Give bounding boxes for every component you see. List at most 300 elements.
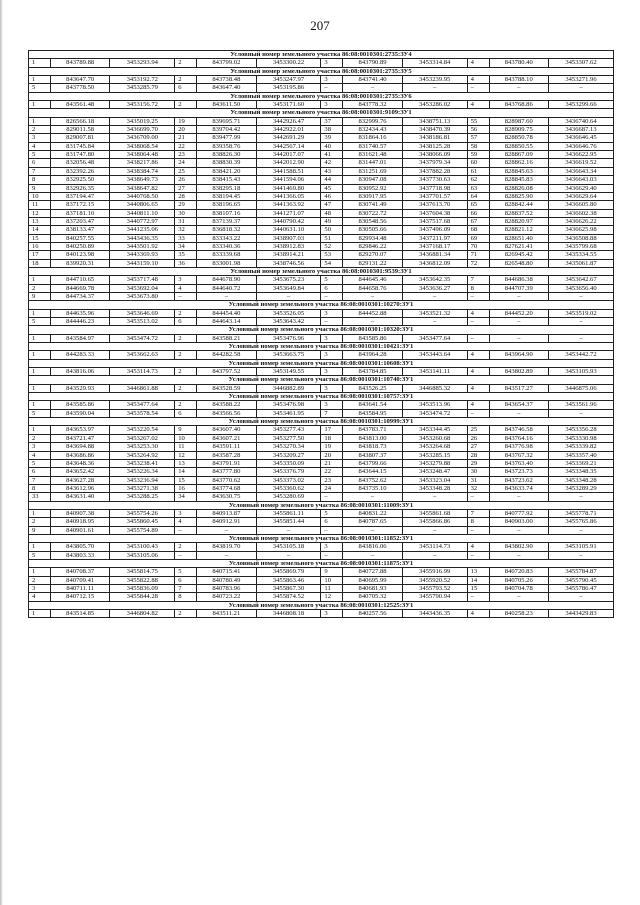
point-number-cell: 5 — [321, 276, 343, 284]
point-number-cell: 3 — [321, 401, 343, 409]
point-number-cell: 4 — [29, 451, 51, 459]
x-coordinate-cell: 831864.16 — [343, 134, 402, 142]
x-coordinate-cell: 830947.08 — [343, 176, 402, 184]
x-coordinate-cell: 844454.40 — [197, 309, 256, 317]
point-number-cell: 2 — [175, 384, 197, 392]
y-coordinate-cell: 3455765.86 — [548, 518, 613, 526]
y-coordinate-cell: 3453443.64 — [402, 351, 467, 359]
x-coordinate-cell: – — [343, 526, 402, 534]
point-number-cell: 24 — [321, 484, 343, 492]
point-number-cell: 15 — [175, 476, 197, 484]
point-number-cell: 31 — [467, 476, 489, 484]
x-coordinate-cell: – — [489, 334, 548, 342]
point-number-cell: 19 — [321, 443, 343, 451]
point-number-cell: 2 — [29, 576, 51, 584]
y-coordinate-cell: 3453100.43 — [110, 543, 175, 551]
x-coordinate-cell: – — [489, 292, 548, 300]
parcel-header-row — [29, 601, 614, 609]
y-coordinate-cell: 3440631.10 — [256, 226, 321, 234]
point-number-cell: 7 — [29, 476, 51, 484]
x-coordinate-cell: 840695.99 — [343, 576, 402, 584]
y-coordinate-cell: – — [402, 526, 467, 534]
x-coordinate-cell: 840912.91 — [197, 518, 256, 526]
point-number-cell: 3 — [321, 101, 343, 109]
table-row — [29, 426, 614, 434]
point-number-cell: 10 — [175, 434, 197, 442]
parcel-header: Условный номер земельного участка 86:08:0010301:10740:ЗУ1 — [29, 376, 614, 384]
point-number-cell: 2 — [175, 351, 197, 359]
y-coordinate-cell: 3437496.09 — [402, 226, 467, 234]
table-row — [29, 318, 614, 326]
parcel-header: Условный номер земельного участка 86:08:0010301:2735:ЗУ4 — [29, 51, 614, 59]
x-coordinate-cell: 840727.88 — [343, 568, 402, 576]
x-coordinate-cell: 832056.48 — [50, 159, 109, 167]
point-number-cell: 2 — [175, 368, 197, 376]
y-coordinate-cell: 3453238.41 — [110, 459, 175, 467]
y-coordinate-cell: 3455844.28 — [110, 593, 175, 601]
table-row — [29, 192, 614, 200]
x-coordinate-cell: 831740.57 — [343, 142, 402, 150]
x-coordinate-cell: – — [489, 318, 548, 326]
y-coordinate-cell: 3446882.89 — [256, 384, 321, 392]
y-coordinate-cell: 3453476.96 — [256, 334, 321, 342]
point-number-cell: 55 — [467, 117, 489, 125]
x-coordinate-cell: 843746.58 — [489, 426, 548, 434]
y-coordinate-cell: 3436812.09 — [402, 259, 467, 267]
x-coordinate-cell: 832392.26 — [50, 167, 109, 175]
parcel-header: Условный номер земельного участка 86:08:0010301:11009:ЗУ1 — [29, 501, 614, 509]
point-number-cell: 33 — [29, 493, 51, 501]
y-coordinate-cell: 3441271.07 — [256, 209, 321, 217]
point-number-cell: 4 — [467, 384, 489, 392]
x-coordinate-cell: 843803.33 — [50, 551, 109, 559]
point-number-cell: 1 — [29, 368, 51, 376]
point-number-cell: – — [175, 551, 197, 559]
point-number-cell: 8 — [29, 484, 51, 492]
y-coordinate-cell: 3455836.09 — [110, 585, 175, 593]
table-row — [29, 593, 614, 601]
y-coordinate-cell: 3436643.03 — [548, 176, 613, 184]
x-coordinate-cell: 837203.47 — [50, 217, 109, 225]
y-coordinate-cell: 3453656.40 — [548, 284, 613, 292]
y-coordinate-cell: 3453636.27 — [402, 284, 467, 292]
table-row — [29, 351, 614, 359]
x-coordinate-cell: 844678.90 — [197, 276, 256, 284]
point-number-cell: 2 — [175, 401, 197, 409]
y-coordinate-cell: 3438064.48 — [110, 151, 175, 159]
point-number-cell: 26 — [467, 434, 489, 442]
point-number-cell: 15 — [29, 234, 51, 242]
point-number-cell: 6 — [321, 518, 343, 526]
point-number-cell: 12 — [175, 451, 197, 459]
parcel-header-row — [29, 376, 614, 384]
point-number-cell: 9 — [321, 568, 343, 576]
y-coordinate-cell: 3453513.02 — [110, 318, 175, 326]
x-coordinate-cell: 826566.18 — [50, 117, 109, 125]
x-coordinate-cell: 833340.36 — [197, 242, 256, 250]
x-coordinate-cell: 840708.37 — [50, 568, 109, 576]
point-number-cell: 57 — [467, 134, 489, 142]
point-number-cell: 24 — [175, 159, 197, 167]
x-coordinate-cell: 843813.00 — [343, 434, 402, 442]
y-coordinate-cell: 3438649.73 — [110, 176, 175, 184]
y-coordinate-cell: 3453356.28 — [548, 426, 613, 434]
table-row — [29, 543, 614, 551]
table-row — [29, 526, 614, 534]
x-coordinate-cell: 843807.37 — [343, 451, 402, 459]
y-coordinate-cell: 3442017.07 — [256, 151, 321, 159]
y-coordinate-cell: 3453209.27 — [256, 451, 321, 459]
point-number-cell: 59 — [467, 151, 489, 159]
y-coordinate-cell: 3453675.23 — [256, 276, 321, 284]
table-row — [29, 176, 614, 184]
y-coordinate-cell: 3441469.80 — [256, 184, 321, 192]
x-coordinate-cell: 843721.47 — [50, 434, 109, 442]
point-number-cell: 62 — [467, 176, 489, 184]
y-coordinate-cell: 3438746.56 — [256, 259, 321, 267]
point-number-cell: 4 — [467, 610, 489, 618]
y-coordinate-cell: 3453376.79 — [256, 468, 321, 476]
y-coordinate-cell: 3453192.72 — [110, 76, 175, 84]
y-coordinate-cell: 3438914.21 — [256, 251, 321, 259]
x-coordinate-cell: 838415.43 — [197, 176, 256, 184]
y-coordinate-cell: 3436646.76 — [548, 142, 613, 150]
y-coordinate-cell: – — [256, 551, 321, 559]
x-coordinate-cell: – — [197, 292, 256, 300]
parcel-header-row — [29, 67, 614, 75]
point-number-cell: 64 — [467, 192, 489, 200]
y-coordinate-cell: 3437517.68 — [402, 217, 467, 225]
point-number-cell: – — [321, 526, 343, 534]
x-coordinate-cell: 828909.75 — [489, 126, 548, 134]
y-coordinate-cell: 3442691.29 — [256, 134, 321, 142]
x-coordinate-cell: 837194.47 — [50, 192, 109, 200]
x-coordinate-cell: – — [489, 551, 548, 559]
parcel-header: Условный номер земельного участка 86:08:0010301:10421:ЗУ1 — [29, 343, 614, 351]
table-row — [29, 401, 614, 409]
y-coordinate-cell: 3443501.92 — [110, 242, 175, 250]
y-coordinate-cell: 3453442.72 — [548, 351, 613, 359]
point-number-cell: 1 — [29, 76, 51, 84]
parcel-header: Условный номер земельного участка 86:08:0010301:10757:ЗУ1 — [29, 393, 614, 401]
point-number-cell: 6 — [321, 284, 343, 292]
point-number-cell: 2 — [29, 434, 51, 442]
point-number-cell: 27 — [175, 184, 197, 192]
x-coordinate-cell: 829011.58 — [50, 126, 109, 134]
x-coordinate-cell: 843641.54 — [343, 401, 402, 409]
x-coordinate-cell: 843526.25 — [343, 384, 402, 392]
x-coordinate-cell: 843585.86 — [50, 401, 109, 409]
point-number-cell: – — [467, 334, 489, 342]
y-coordinate-cell: 3453643.42 — [256, 318, 321, 326]
x-coordinate-cell: 843789.88 — [50, 59, 109, 67]
x-coordinate-cell: 839920.31 — [50, 259, 109, 267]
x-coordinate-cell: 829846.22 — [343, 242, 402, 250]
x-coordinate-cell: 839358.76 — [197, 142, 256, 150]
x-coordinate-cell: 828867.09 — [489, 151, 548, 159]
point-number-cell: 9 — [175, 426, 197, 434]
x-coordinate-cell: 828850.55 — [489, 142, 548, 150]
y-coordinate-cell: 3453260.68 — [402, 434, 467, 442]
y-coordinate-cell: 3455861.68 — [402, 509, 467, 517]
y-coordinate-cell: 3455867.30 — [256, 585, 321, 593]
y-coordinate-cell: 3453226.34 — [110, 468, 175, 476]
x-coordinate-cell: 828651.40 — [489, 234, 548, 242]
table-row — [29, 101, 614, 109]
point-number-cell: 7 — [175, 585, 197, 593]
point-number-cell: – — [467, 84, 489, 92]
x-coordinate-cell: 843802.90 — [489, 543, 548, 551]
point-number-cell: 8 — [29, 176, 51, 184]
y-coordinate-cell: 3453289.29 — [548, 484, 613, 492]
x-coordinate-cell: 843514.85 — [50, 610, 109, 618]
point-number-cell: 28 — [175, 192, 197, 200]
point-number-cell: 32 — [467, 484, 489, 492]
x-coordinate-cell: 843653.97 — [50, 426, 109, 434]
y-coordinate-cell: 3453280.69 — [256, 493, 321, 501]
point-number-cell: 5 — [29, 151, 51, 159]
point-number-cell: 13 — [29, 217, 51, 225]
x-coordinate-cell: 828837.52 — [489, 209, 548, 217]
y-coordinate-cell: – — [548, 493, 613, 501]
x-coordinate-cell: 843630.75 — [197, 493, 256, 501]
table-row — [29, 59, 614, 67]
y-coordinate-cell: 3453330.98 — [548, 434, 613, 442]
y-coordinate-cell: 3446875.06 — [548, 384, 613, 392]
y-coordinate-cell: – — [548, 593, 613, 601]
table-row — [29, 201, 614, 209]
table-row — [29, 610, 614, 618]
x-coordinate-cell: 843588.21 — [197, 334, 256, 342]
point-number-cell: – — [175, 292, 197, 300]
x-coordinate-cell: – — [489, 84, 548, 92]
y-coordinate-cell: 3455920.52 — [402, 576, 467, 584]
point-number-cell: 40 — [321, 142, 343, 150]
point-number-cell: 5 — [175, 568, 197, 576]
point-number-cell: 63 — [467, 184, 489, 192]
x-coordinate-cell: 843607.40 — [197, 426, 256, 434]
x-coordinate-cell: 843752.62 — [343, 476, 402, 484]
point-number-cell: 7 — [29, 167, 51, 175]
point-number-cell: 49 — [321, 217, 343, 225]
y-coordinate-cell: 3453578.54 — [110, 409, 175, 417]
y-coordinate-cell: 3453673.80 — [110, 292, 175, 300]
x-coordinate-cell: 843791.91 — [197, 459, 256, 467]
y-coordinate-cell: 3440806.65 — [110, 201, 175, 209]
point-number-cell: 52 — [321, 242, 343, 250]
point-number-cell: 7 — [467, 276, 489, 284]
x-coordinate-cell: 843585.86 — [343, 334, 402, 342]
y-coordinate-cell: 3455869.79 — [256, 568, 321, 576]
x-coordinate-cell: 840831.22 — [343, 509, 402, 517]
y-coordinate-cell: 3455822.88 — [110, 576, 175, 584]
table-row — [29, 484, 614, 492]
x-coordinate-cell: 843654.37 — [489, 401, 548, 409]
parcel-header-row — [29, 267, 614, 275]
y-coordinate-cell: 3436881.34 — [402, 251, 467, 259]
y-coordinate-cell: 3453299.66 — [548, 101, 613, 109]
x-coordinate-cell: 843694.88 — [50, 443, 109, 451]
parcel-header-row — [29, 51, 614, 59]
coordinates-table-wrap — [28, 50, 614, 618]
x-coordinate-cell: 843783.71 — [343, 426, 402, 434]
y-coordinate-cell: 3453477.64 — [110, 401, 175, 409]
point-number-cell: 4 — [467, 543, 489, 551]
table-row — [29, 159, 614, 167]
y-coordinate-cell: 3453220.54 — [110, 426, 175, 434]
x-coordinate-cell: 843778.50 — [50, 84, 109, 92]
y-coordinate-cell: – — [548, 318, 613, 326]
x-coordinate-cell: 830548.56 — [343, 217, 402, 225]
y-coordinate-cell: 3442926.47 — [256, 117, 321, 125]
y-coordinate-cell: – — [256, 526, 321, 534]
point-number-cell: 22 — [321, 468, 343, 476]
point-number-cell: 8 — [467, 284, 489, 292]
x-coordinate-cell: 843561.48 — [50, 101, 109, 109]
x-coordinate-cell: 843511.21 — [197, 610, 256, 618]
y-coordinate-cell: 3443369.93 — [110, 251, 175, 259]
y-coordinate-cell: 3436605.80 — [548, 201, 613, 209]
point-number-cell: 36 — [175, 259, 197, 267]
point-number-cell: 20 — [175, 126, 197, 134]
parcel-header: Условный номер земельного участка 86:08:0010301:11875:ЗУ1 — [29, 559, 614, 567]
coordinates-table — [28, 50, 614, 618]
y-coordinate-cell: 3453277.50 — [256, 434, 321, 442]
y-coordinate-cell: 3455860.45 — [110, 518, 175, 526]
x-coordinate-cell: 840705.32 — [343, 593, 402, 601]
y-coordinate-cell: 3453348.35 — [548, 468, 613, 476]
point-number-cell: 9 — [29, 292, 51, 300]
point-number-cell: 54 — [321, 259, 343, 267]
x-coordinate-cell: 832925.50 — [50, 176, 109, 184]
y-coordinate-cell: 3453156.72 — [110, 101, 175, 109]
y-coordinate-cell: 3436709.00 — [110, 134, 175, 142]
x-coordinate-cell: 838196.65 — [197, 201, 256, 209]
y-coordinate-cell: 3455814.75 — [110, 568, 175, 576]
point-number-cell: – — [467, 551, 489, 559]
point-number-cell: 4 — [467, 76, 489, 84]
table-row — [29, 84, 614, 92]
y-coordinate-cell: 3453105.18 — [256, 543, 321, 551]
x-coordinate-cell: 836818.32 — [197, 226, 256, 234]
y-coordinate-cell: 3438384.74 — [110, 167, 175, 175]
point-number-cell: – — [321, 551, 343, 559]
y-coordinate-cell: 3453692.04 — [110, 284, 175, 292]
y-coordinate-cell: 3436619.52 — [548, 159, 613, 167]
point-number-cell: 3 — [321, 334, 343, 342]
x-coordinate-cell: 830505.66 — [343, 226, 402, 234]
x-coordinate-cell: 833339.68 — [197, 251, 256, 259]
y-coordinate-cell: 3442012.90 — [256, 159, 321, 167]
x-coordinate-cell: 843590.04 — [50, 409, 109, 417]
x-coordinate-cell: 844734.37 — [50, 292, 109, 300]
parcel-header: Условный номер земельного участка 86:08:0010301:2735:ЗУ6 — [29, 92, 614, 100]
x-coordinate-cell: 830741.49 — [343, 201, 402, 209]
x-coordinate-cell: 843584.97 — [50, 334, 109, 342]
point-number-cell: 30 — [467, 468, 489, 476]
y-coordinate-cell: 3435334.55 — [548, 251, 613, 259]
x-coordinate-cell: 843799.02 — [197, 59, 256, 67]
y-coordinate-cell: 3455874.52 — [256, 593, 321, 601]
point-number-cell: 2 — [175, 309, 197, 317]
y-coordinate-cell: 3453300.22 — [256, 59, 321, 67]
point-number-cell: 1 — [29, 401, 51, 409]
y-coordinate-cell: 3437168.17 — [402, 242, 467, 250]
table-row — [29, 451, 614, 459]
x-coordinate-cell: 843566.56 — [197, 409, 256, 417]
point-number-cell: 1 — [29, 59, 51, 67]
point-number-cell: 4 — [467, 101, 489, 109]
point-number-cell: 2 — [175, 543, 197, 551]
y-coordinate-cell: 3443159.10 — [110, 259, 175, 267]
table-row — [29, 242, 614, 250]
x-coordinate-cell: 843799.66 — [343, 459, 402, 467]
y-coordinate-cell: 3453285.15 — [402, 451, 467, 459]
x-coordinate-cell: 831447.01 — [343, 159, 402, 167]
y-coordinate-cell: 3453314.84 — [402, 59, 467, 67]
x-coordinate-cell: 843819.70 — [197, 543, 256, 551]
table-row — [29, 443, 614, 451]
y-coordinate-cell: 3453264.92 — [110, 451, 175, 459]
point-number-cell: 41 — [321, 151, 343, 159]
x-coordinate-cell: 840780.49 — [197, 576, 256, 584]
x-coordinate-cell: 843964.28 — [343, 351, 402, 359]
table-row — [29, 368, 614, 376]
point-number-cell: 53 — [321, 251, 343, 259]
parcel-header-row — [29, 343, 614, 351]
point-number-cell: 66 — [467, 209, 489, 217]
x-coordinate-cell: 843805.70 — [50, 543, 109, 551]
y-coordinate-cell: 3453271.96 — [548, 76, 613, 84]
x-coordinate-cell: 831745.84 — [50, 142, 109, 150]
point-number-cell: 14 — [29, 226, 51, 234]
table-row — [29, 234, 614, 242]
x-coordinate-cell: 844452.88 — [343, 309, 402, 317]
y-coordinate-cell: 3435061.87 — [548, 259, 613, 267]
table-row — [29, 309, 614, 317]
point-number-cell: 6 — [29, 468, 51, 476]
y-coordinate-cell: 3453373.02 — [256, 476, 321, 484]
y-coordinate-cell: 3453474.72 — [402, 409, 467, 417]
y-coordinate-cell: 3437701.57 — [402, 192, 467, 200]
parcel-header: Условный номер земельного участка 86:08:0010301:10608:ЗУ1 — [29, 359, 614, 367]
x-coordinate-cell: 843778.32 — [343, 101, 402, 109]
table-row — [29, 476, 614, 484]
point-number-cell: 44 — [321, 176, 343, 184]
point-number-cell: 33 — [175, 234, 197, 242]
y-coordinate-cell: 3453264.68 — [402, 443, 467, 451]
point-number-cell: 48 — [321, 209, 343, 217]
point-number-cell: 1 — [29, 568, 51, 576]
x-coordinate-cell: 844282.58 — [197, 351, 256, 359]
y-coordinate-cell: 3453348.28 — [402, 484, 467, 492]
point-number-cell: 14 — [467, 576, 489, 584]
x-coordinate-cell: 840709.41 — [50, 576, 109, 584]
point-number-cell: 6 — [175, 409, 197, 417]
x-coordinate-cell: 829934.48 — [343, 234, 402, 242]
x-coordinate-cell: 839704.42 — [197, 126, 256, 134]
x-coordinate-cell: 833343.22 — [197, 234, 256, 242]
point-number-cell: 5 — [29, 409, 51, 417]
y-coordinate-cell: 3435799.68 — [548, 242, 613, 250]
y-coordinate-cell: 3453114.73 — [402, 543, 467, 551]
y-coordinate-cell: 3441588.51 — [256, 167, 321, 175]
point-number-cell: 1 — [29, 309, 51, 317]
x-coordinate-cell: 843735.10 — [343, 484, 402, 492]
x-coordinate-cell: 838107.16 — [197, 209, 256, 217]
x-coordinate-cell: 840123.98 — [50, 251, 109, 259]
x-coordinate-cell: 843587.28 — [197, 451, 256, 459]
